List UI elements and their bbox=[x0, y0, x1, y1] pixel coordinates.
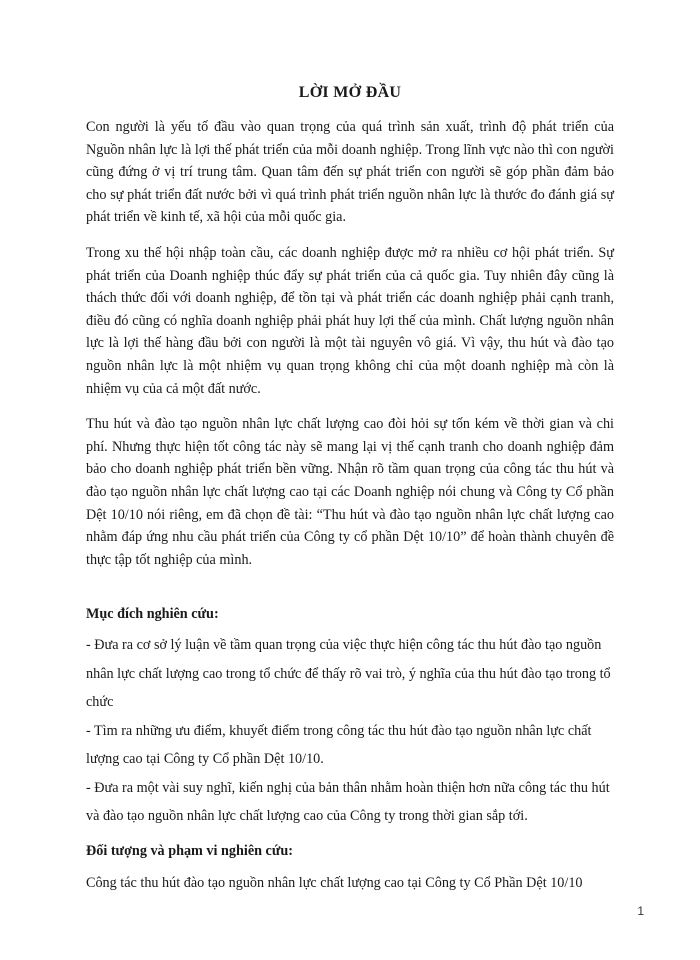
purpose-item: - Đưa ra cơ sở lý luận về tầm quan trọng của việc thực hiện công tác thu hút đào tạo nguồn nhân lực chất lượng cao trong tổ chức để thấy rõ vai trò, ý nghĩa của thu hút đào tạo trong tổ chức bbox=[86, 637, 611, 711]
purpose-item: - Tìm ra những ưu điểm, khuyết điểm trong công tác thu hút đào tạo nguồn nhân lực chất lượng cao tại Công ty Cổ phần Dệt 10/10. bbox=[86, 722, 592, 768]
purpose-item: - Đưa ra một vài suy nghĩ, kiến nghị của bản thân nhằm hoàn thiện hơn nữa công tác thu hút và đào tạo nguồn nhân lực chất lượng cao của Công ty trong thời gian sắp tới. bbox=[86, 779, 610, 825]
scope-heading: Đối tượng và phạm vi nghiên cứu: bbox=[86, 842, 293, 859]
paragraph-intro: Con người là yếu tố đầu vào quan trọng của quá trình sản xuất, trình độ phát triển của Nguồn nhân lực là lợi thế phát triển của mỗi doanh nghiệp. Trong lĩnh vực nào thì con người cũng đứng ở vị trí trung tâm. Quan tâm đến sự phát triển con người sẽ góp phần đảm bảo cho sự phát triển đất nước bởi vì quá trình phát triển nguồn nhân lực là thước đo đánh giá sự phát triển về kinh tế, xã hội của mỗi quốc gia. bbox=[86, 119, 614, 226]
page-title: LỜI MỞ ĐẦU bbox=[298, 84, 402, 101]
paragraph-context: Trong xu thế hội nhập toàn cầu, các doanh nghiệp được mở ra nhiều cơ hội phát triển. Sự phát triển của Doanh nghiệp thúc đẩy sự phát triển của cả quốc gia. Tuy nhiên đây cũng là thách thức đối với doanh nghiệp, để tồn tại và phát triển các doanh nghiệp phải cạnh tranh, điều đó cũng có nghĩa doanh nghiệp phải phát huy lợi thế của mình. Chất lượng nguồn nhân lực là lợi thế hàng đầu bởi con người là một tài nguyên vô giá. Vì vậy, thu hút và đào tạo nguồn nhân lực là một nhiệm vụ quan trọng không chỉ của một doanh nghiệp mà còn là nhiệm vụ của cả một đất nước. bbox=[86, 244, 614, 397]
scope-text: Công tác thu hút đào tạo nguồn nhân lực chất lượng cao tại Công ty Cổ Phần Dệt 10/10 bbox=[86, 874, 583, 891]
section-spacer bbox=[86, 571, 614, 606]
page-number: 1 bbox=[637, 904, 644, 918]
paragraph-topic: Thu hút và đào tạo nguồn nhân lực chất lượng cao đòi hỏi sự tốn kém về thời gian và chi phí. Nhưng thực hiện tốt công tác này sẽ mang lại vị thế cạnh tranh cho doanh nghiệp đảm bảo cho doanh nghiệp phát triển bền vững. Nhận rõ tầm quan trọng của công tác thu hút và đào tạo nguồn nhân lực chất lượng cao tại các Doanh nghiệp nói chung và Công ty Cổ phần Dệt 10/10 nói riêng, em đã chọn đề tài: “Thu hút và đào tạo nguồn nhân lực chất lượng cao nhằm đáp ứng nhu cầu phát triển của Công ty cổ phần Dệt 10/10” để hoàn thành chuyên đề thực tập tốt nghiệp của mình. bbox=[86, 416, 614, 568]
purpose-heading: Mục đích nghiên cứu: bbox=[86, 606, 219, 623]
